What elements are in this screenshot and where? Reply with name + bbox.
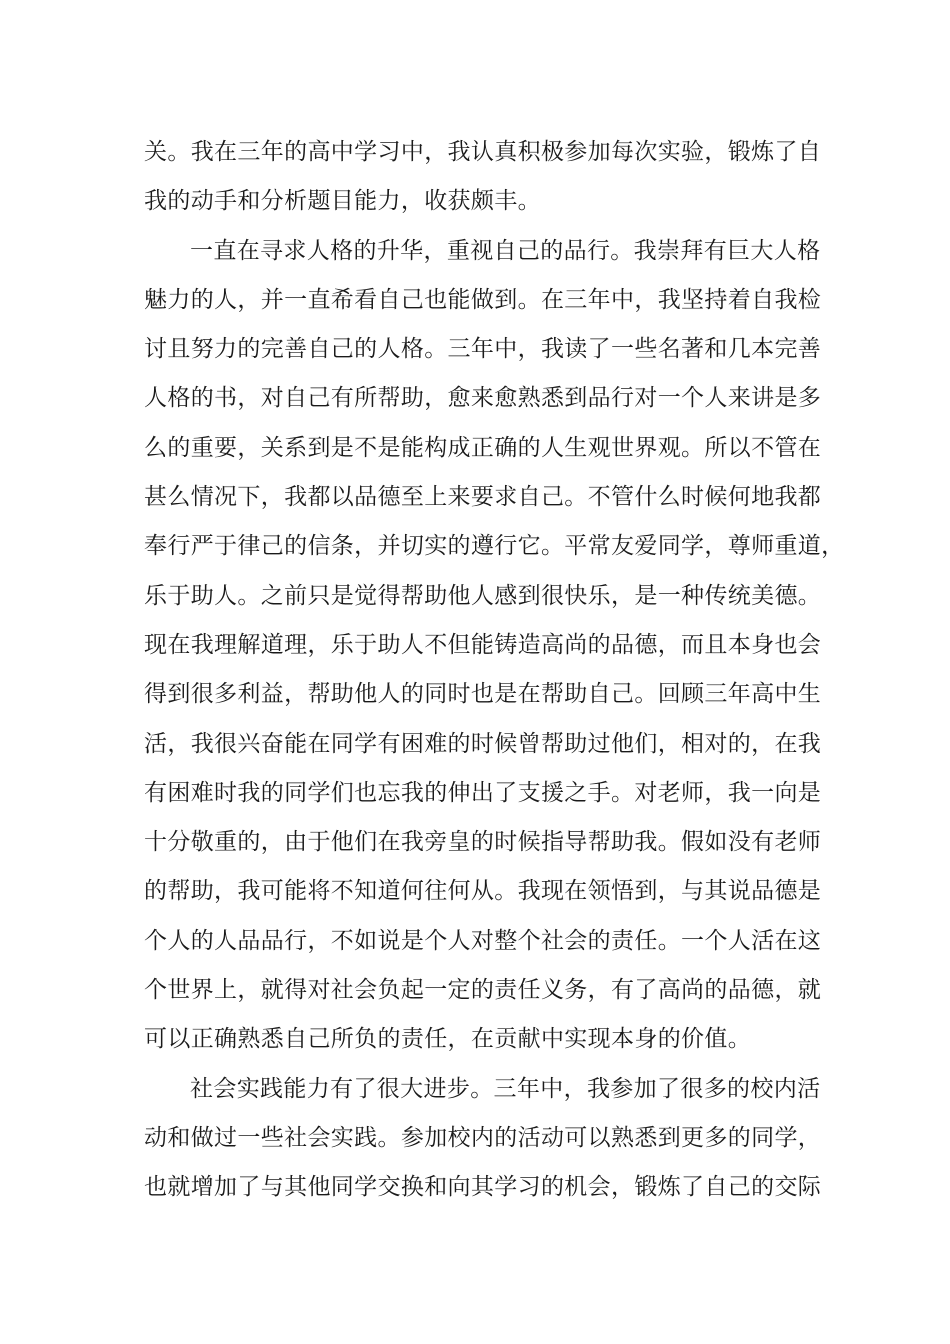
text-line: 有困难时我的同学们也忘我的伸出了支援之手。对老师，我一向是 — [144, 779, 822, 806]
text-line: 现在我理解道理，乐于助人不但能铸造高尚的品德，而且本身也会 — [144, 631, 822, 658]
text-line: 活，我很兴奋能在同学有困难的时候曾帮助过他们，相对的，在我 — [144, 730, 822, 757]
text-line: 的帮助，我可能将不知道何往何从。我现在领悟到，与其说品德是 — [144, 878, 822, 905]
text-line: 关。我在三年的高中学习中，我认真积极参加每次实验，锻炼了自 — [144, 139, 822, 165]
text-line: 我的动手和分析题目能力，收获颇丰。 — [144, 188, 541, 215]
text-line: 社会实践能力有了很大进步。三年中，我参加了很多的校内活 — [190, 1075, 821, 1102]
text-line: 也就增加了与其他同学交换和向其学习的机会，锻炼了自己的交际 — [144, 1174, 822, 1201]
text-line: 一直在寻求人格的升华，重视自己的品行。我崇拜有巨大人格 — [190, 237, 821, 264]
text-line: 个世界上，就得对社会负起一定的责任义务，有了高尚的品德，就 — [144, 977, 822, 1004]
text-line: 人格的书，对自己有所帮助，愈来愈熟悉到品行对一个人来讲是多 — [144, 385, 822, 412]
text-line: 奉行严于律己的信条，并切实的遵行它。平常友爱同学，尊师重道， — [144, 533, 845, 560]
text-line: 么的重要，关系到是不是能构成正确的人生观世界观。所以不管在 — [144, 434, 822, 461]
text-line: 得到很多利益，帮助他人的同时也是在帮助自己。回顾三年高中生 — [144, 681, 822, 708]
text-line: 乐于助人。之前只是觉得帮助他人感到很快乐，是一种传统美德。 — [144, 582, 822, 609]
text-line: 可以正确熟悉自己所负的责任，在贡献中实现本身的价值。 — [144, 1026, 752, 1053]
text-line: 个人的人品品行，不如说是个人对整个社会的责任。一个人活在这 — [144, 927, 822, 954]
text-line: 甚么情况下，我都以品德至上来要求自己。不管什么时候何地我都 — [144, 484, 822, 511]
text-line: 讨且努力的完善自己的人格。三年中，我读了一些名著和几本完善 — [144, 336, 822, 363]
text-line: 魅力的人，并一直希看自己也能做到。在三年中，我坚持着自我检 — [144, 286, 822, 313]
text-line: 动和做过一些社会实践。参加校内的活动可以熟悉到更多的同学， — [144, 1124, 822, 1151]
body-text — [144, 128, 845, 1213]
text-line: 十分敬重的，由于他们在我旁皇的时候指导帮助我。假如没有老师 — [144, 829, 822, 856]
